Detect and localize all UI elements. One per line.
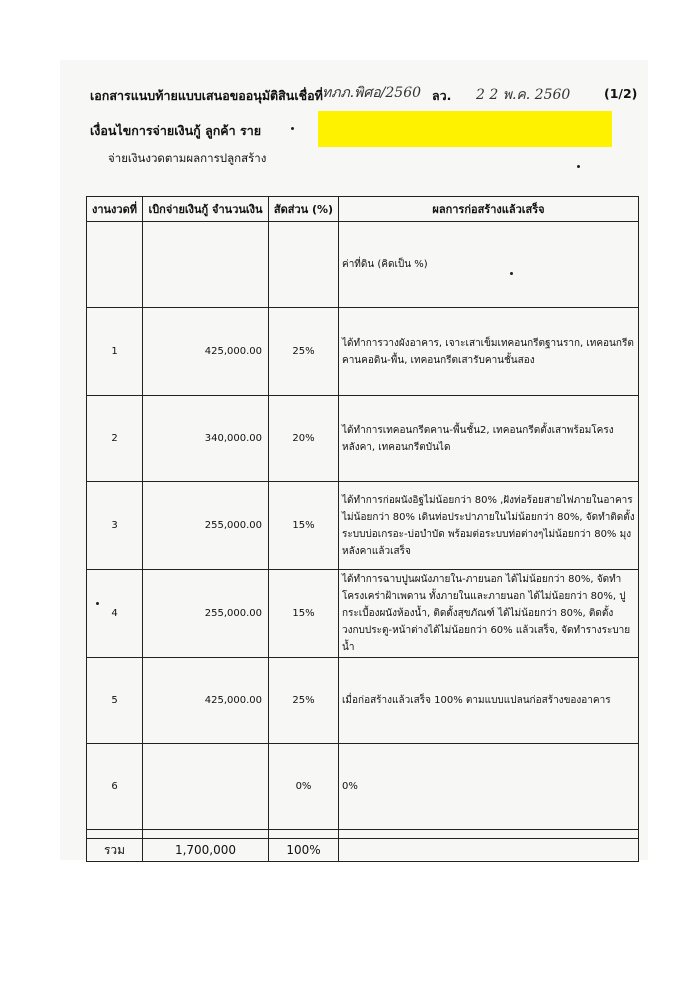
handwritten-doc-number: ทภภ.พิศอ/2560 — [322, 85, 422, 101]
percent: 15% — [269, 482, 339, 570]
scan-speck — [96, 602, 99, 605]
result-desc: ได้ทำการฉาบปูนผนังภายใน-ภายนอก ได้ไม่น้อยกว่า 80%, จัดทำโครงเคร่าฝ้าเพดาน ทั้งภายในและภายนอก ได้ไม่น้อยกว่า 80%, ปูกระเบื้องผนังห้องน้ำ, ติดตั้งสุขภัณฑ์ ได้ไม่น้อยกว่า 80%, ติดตั้งวงกบประตู-หน้าต่างได้ไม่น้อยกว่า 60% แล้วเสร็จ, จัดทำรางระบายน้ำ — [339, 570, 639, 658]
subtitle: จ่ายเงินงวดตามผลการปลูกสร้าง — [108, 151, 267, 165]
percent: 0% — [269, 744, 339, 830]
handwritten-date: 2 2 พ.ค. 2560 — [476, 87, 571, 103]
scan-speck — [577, 165, 580, 168]
amount — [143, 744, 269, 830]
amount: 425,000.00 — [143, 308, 269, 396]
total-row — [87, 839, 639, 862]
installment-no: 5 — [87, 658, 143, 744]
result-desc: ค่าที่ดิน (คิดเป็น %) — [339, 222, 639, 308]
table-row — [87, 482, 639, 570]
amount: 255,000.00 — [143, 570, 269, 658]
payment-table — [86, 196, 639, 862]
amount: 425,000.00 — [143, 658, 269, 744]
amount — [143, 222, 269, 308]
table-row — [87, 308, 639, 396]
col-percent: สัดส่วน (%) — [269, 197, 339, 222]
col-amount: เบิกจ่ายเงินกู้ จำนวนเงิน — [143, 197, 269, 222]
page-number: (1/2) — [604, 86, 638, 101]
spacer-row — [87, 830, 639, 839]
condition-line: เงื่อนไขการจ่ายเงินกู้ ลูกค้า ราย — [90, 123, 262, 138]
col-result: ผลการก่อสร้างแล้วเสร็จ — [339, 197, 639, 222]
table-row — [87, 222, 639, 308]
installment-no — [87, 222, 143, 308]
table-row — [87, 658, 639, 744]
result-desc: ได้ทำการก่อผนังอิฐไม่น้อยกว่า 80% ,ฝังท่อร้อยสายไฟภายในอาคารไม่น้อยกว่า 80% เดินท่อประปาภายในไม่น้อยกว่า 80%, จัดทำติดตั้งระบบบ่อเกรอะ-บ่อบำบัด พร้อมต่อระบบท่อต่างๆไม่น้อยกว่า 80% มุงหลังคาแล้วเสร็จ — [339, 482, 639, 570]
total-amount: 1,700,000 — [143, 839, 269, 862]
percent — [269, 222, 339, 308]
result-desc: ได้ทำการเทคอนกรีตคาน-พื้นชั้น2, เทคอนกรีตตั้งเสาพร้อมโครงหลังคา, เทคอนกรีตบันได — [339, 396, 639, 482]
percent: 25% — [269, 308, 339, 396]
table-row — [87, 396, 639, 482]
installment-no: 1 — [87, 308, 143, 396]
redaction-highlight — [318, 111, 612, 147]
result-desc: เมื่อก่อสร้างแล้วเสร็จ 100% ตามแบบแปลนก่อสร้างของอาคาร — [339, 658, 639, 744]
amount: 340,000.00 — [143, 396, 269, 482]
scan-speck — [291, 127, 294, 130]
document-title: เอกสารแนบท้ายแบบเสนอขออนุมัติสินเชื่อที่ — [90, 88, 323, 103]
total-percent: 100% — [269, 839, 339, 862]
scan-speck — [510, 272, 513, 275]
percent: 20% — [269, 396, 339, 482]
result-desc: ได้ทำการวางผังอาคาร, เจาะเสาเข็มเทคอนกรีตฐานราก, เทคอนกรีตคานคอดิน-พื้น, เทคอนกรีตเสารับคานชั้นสอง — [339, 308, 639, 396]
result-desc: 0% — [339, 744, 639, 830]
installment-no: 3 — [87, 482, 143, 570]
percent: 25% — [269, 658, 339, 744]
table-header-row — [87, 197, 639, 222]
amount: 255,000.00 — [143, 482, 269, 570]
col-installment: งานงวดที่ — [87, 197, 143, 222]
installment-no: 2 — [87, 396, 143, 482]
percent: 15% — [269, 570, 339, 658]
total-label: รวม — [87, 839, 143, 862]
installment-no: 4 — [87, 570, 143, 658]
table-row — [87, 744, 639, 830]
date-label: ลว. — [432, 88, 452, 103]
installment-no: 6 — [87, 744, 143, 830]
table-row — [87, 570, 639, 658]
